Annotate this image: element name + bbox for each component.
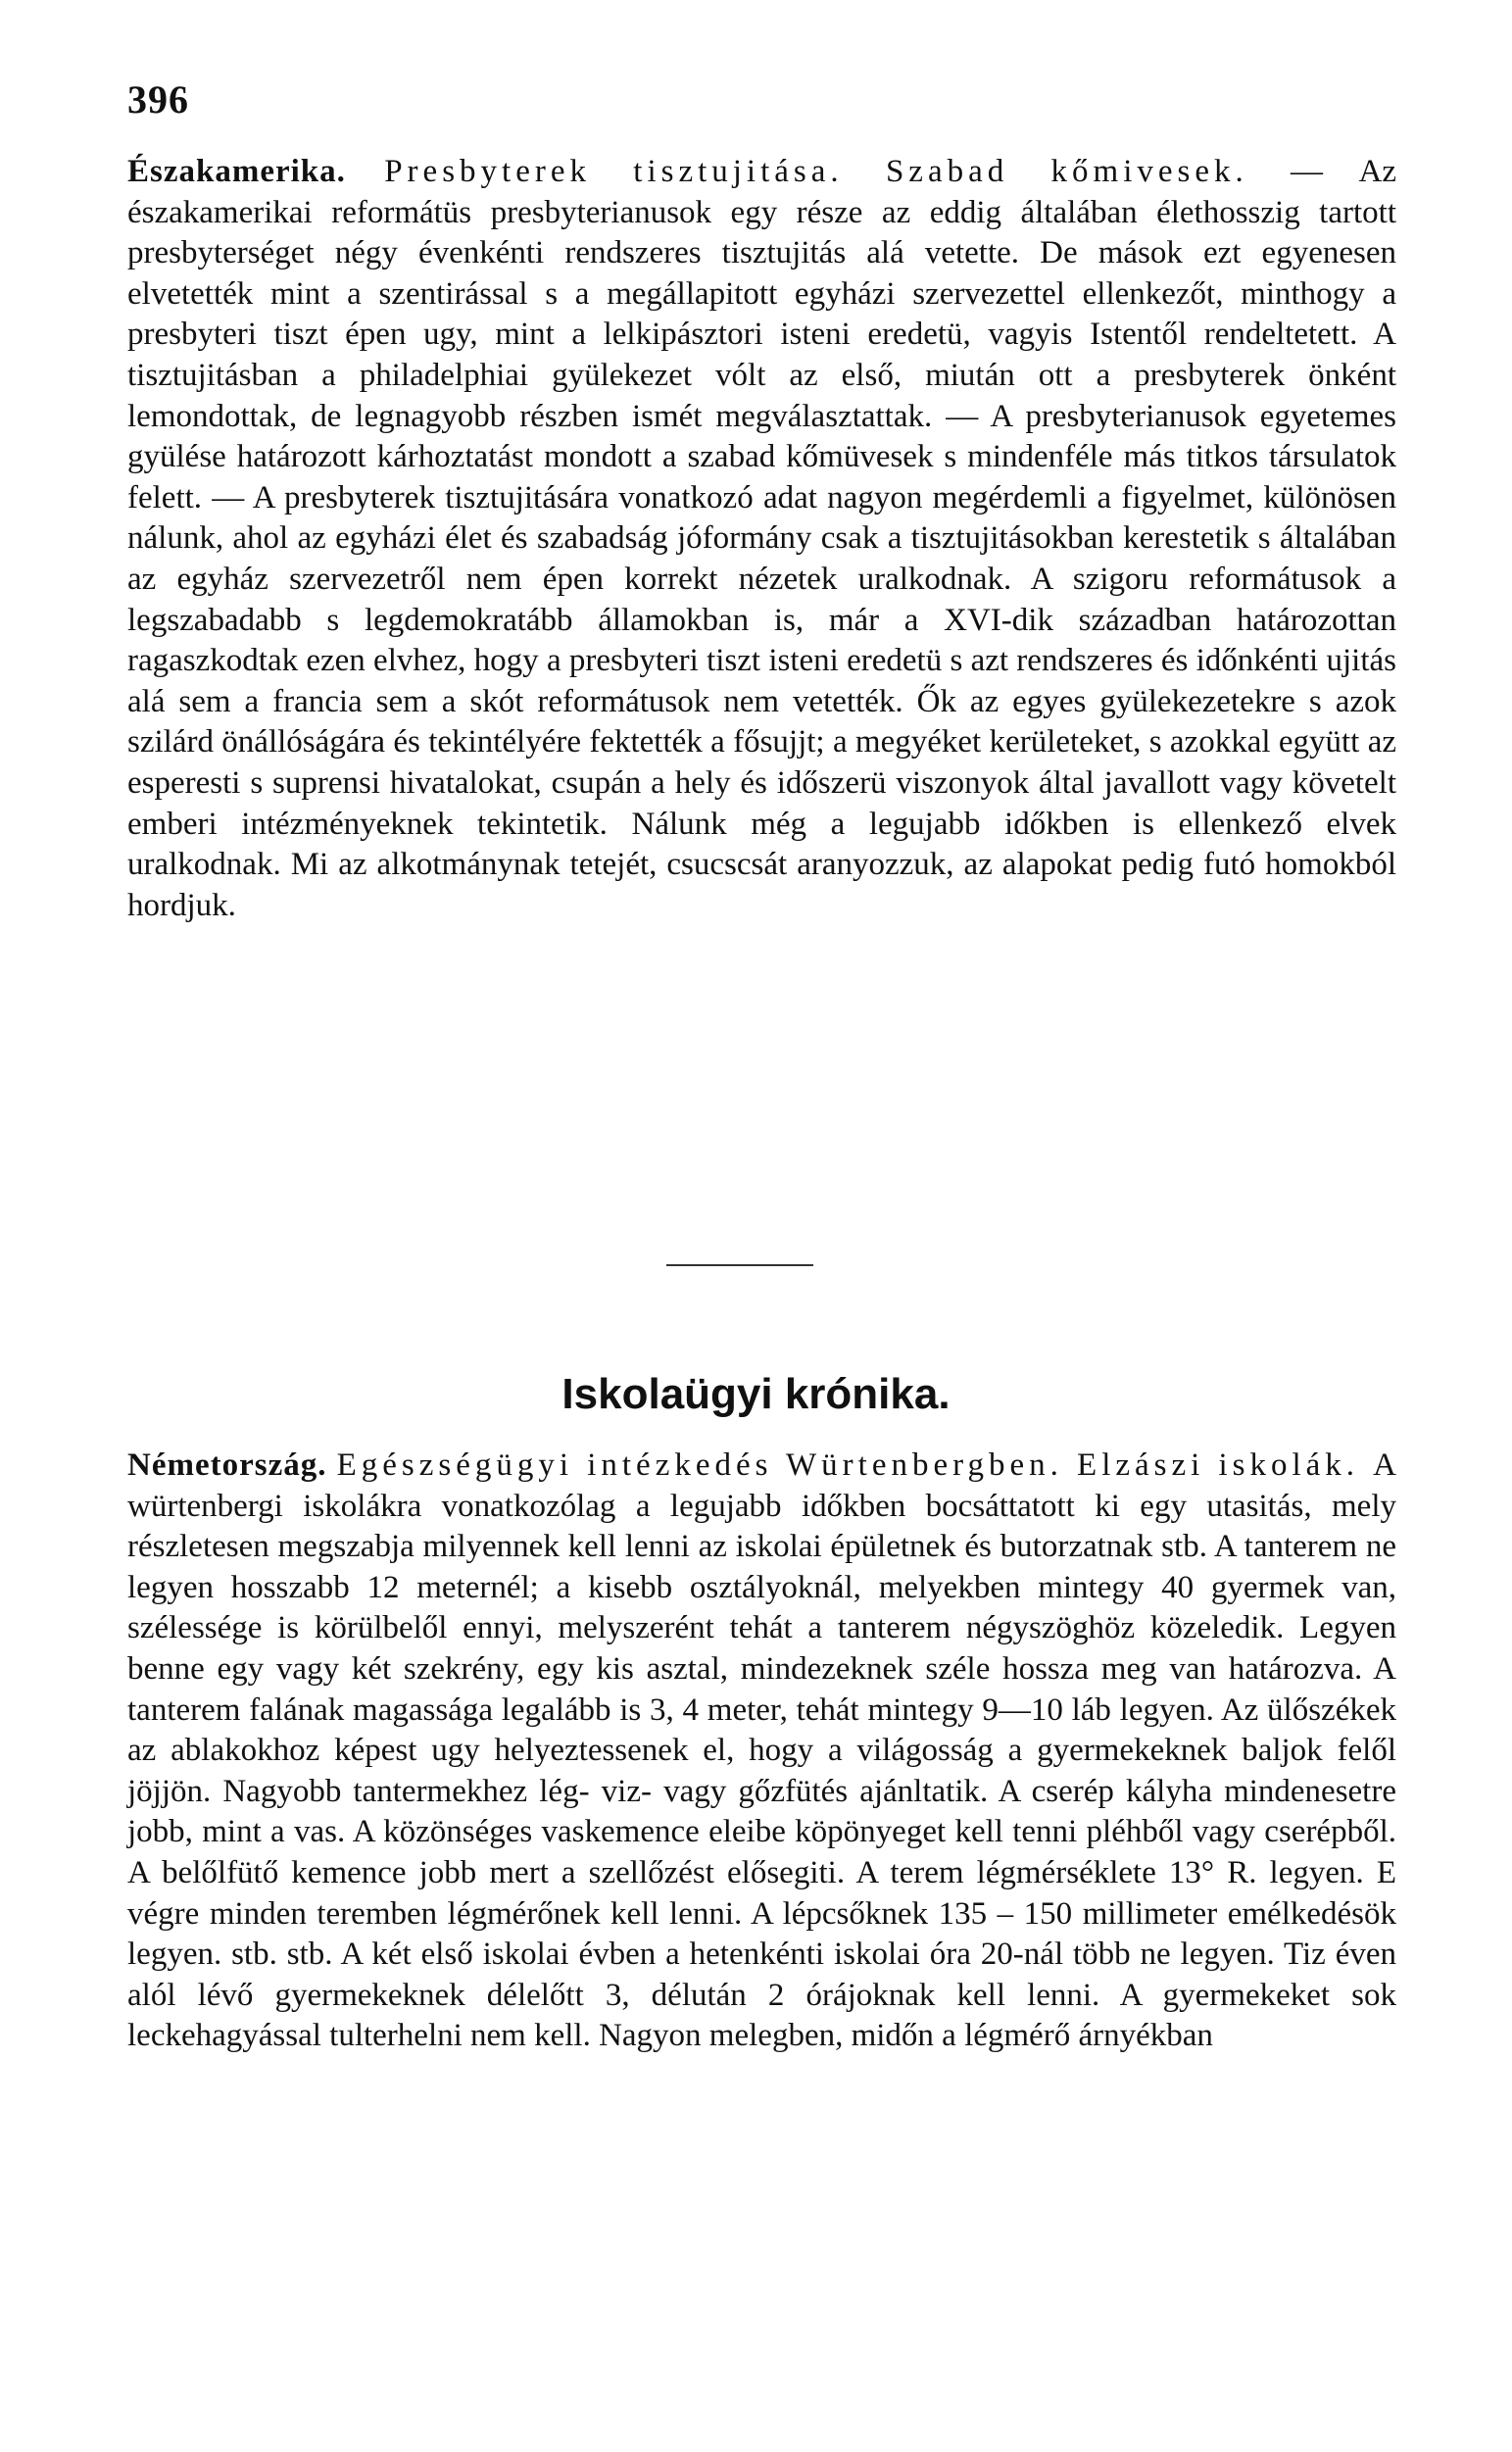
article-body: A würtenbergi iskolákra vonatkozólag a legujabb időkben bocsáttatott ki egy utasitás, mely részletesen megszabja milyennek kell lenni az iskolai épületnek és butorzatnak stb. A tanterem ne legyen hosszabb 12 meternél; a kisebb osztályoknál, melyekben mintegy 40 gyermek van, szélessége is körülbelől ennyi, melyszerént tehát a tanterem négyszöghöz közeledik. Legyen benne egy vagy két szekrény, egy kis asztal, mindezeknek széle hossza meg van határozva. A tanterem falának magassága legalább is 3, 4 meter, tehát mintegy 9—10 láb legyen. Az ülőszékek az ablakokhoz képest ugy helyeztessenek el, hogy a világosság a gyermekeknek baljok felől jöjjön. Nagyobb tantermekhez lég- viz- vagy gőzfütés ajánltatik. A cserép kályha mindenesetre jobb, mint a vas. A közönséges vaskemence eleibe köpönyeget kell tenni pléhből vagy cserépből. A belőlfütő kemence jobb mert a szellőzést elősegiti. A terem légmérséklete 13° R. legyen. E végre minden teremben légmérőnek kell lenni. A lépcsőknek 135 – 150 millimeter emélkedésök legyen. stb. stb. A két első iskolai évben a hetenkénti iskolai óra 20-nál több ne legyen. Tiz éven alól lévő gyermekeknek délelőtt 3, délután 2 órájoknak kell lenni. A gyermekeket sok leckehagyással tulterhelni nem kell. Nagyon melegben, midőn a légmérő árnyékban [127,1447,1396,2054]
article-subtitle: Elzászi iskolák. [1077,1447,1374,1483]
article-germany [127,1446,1396,2057]
article-subtitle: Egészségügyi intézkedés Würtenbergben. [336,1447,1078,1483]
article-lead-heading: Északamerika. [127,154,385,189]
article-lead-heading: Németország. [127,1447,337,1483]
section-divider [666,1264,813,1266]
article-subtitle: Szabad kőmivesek. [885,154,1292,189]
section-heading: Iskolaügyi krónika. [561,1370,951,1418]
article-north-america [127,152,1396,926]
article-subtitle: Presbyterek tisztujitása. [384,154,886,189]
article-body: — Az északamerikai reformátüs presbyterianusok egy része az eddig általában élethosszig tartott presbyterséget négy évenkénti rendszeres tisztujitás alá vetette. De mások ezt egyenesen elvetették mint a szentirással s a megállapitott egyházi szervezettel ellenkezőt, minthogy a presbyteri tiszt épen ugy, mint a lelkipásztori isteni eredetü, vagyis Istentől rendeltetett. A tisztujitásban a philadelphiai gyülekezet vólt az első, miután ott a presbyterek önként lemondottak, de legnagyobb részben ismét megválasztattak. — A presbyterianusok egyetemes gyülése határozott kárhoztatást mondott a szabad kőmüvesek s mindenféle más titkos társulatok felett. — A presbyterek tisztujitására vonatkozó adat nagyon megérdemli a figyelmet, különösen nálunk, ahol az egyházi élet és szabadság jóformány csak a tisztujitásokban kerestetik s általában az egyház szervezetről nem épen korrekt nézetek uralkodnak. A szigoru reformátusok a legszabadabb s legdemokratább államokban is, már a XVI-dik században határozottan ragaszkodtak ezen elvhez, hogy a presbyteri tiszt isteni eredetü s azt rendszeres és időnkénti ujitás alá sem a francia sem a skót reformátusok nem vetették. Ők az egyes gyülekezetekre s azok szilárd önállóságára és tekintélyére fektették a fősujjt; a megyéket kerületeket, s azokkal együtt az esperesti s suprensi hivatalokat, csupán a hely és időszerü viszonyok által javallott vagy követelt emberi intézményeknek tekintetik. Nálunk még a legujabb időkben is ellenkező elvek uralkodnak. Mi az alkotmánynak tetejét, csucscsát aranyozzuk, az alapokat pedig futó homokból hordjuk. [127,154,1396,923]
page-number: 396 [127,77,189,122]
